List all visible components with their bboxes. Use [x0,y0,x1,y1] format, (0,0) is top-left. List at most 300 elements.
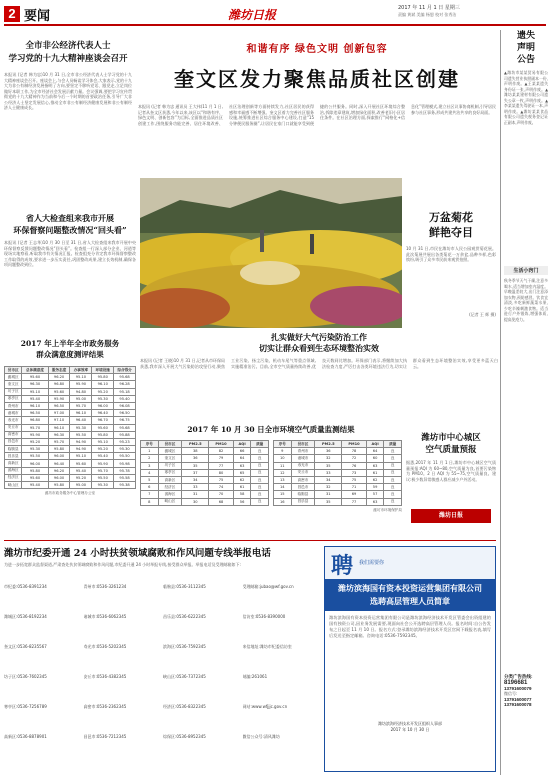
table-cell: 96.80 [48,381,70,388]
hotline-entry: 市纪委:0536-8391234 [4,584,47,589]
table-row [141,462,269,469]
table-row [141,455,269,462]
table-header-cell: 质量 [384,441,402,448]
table-cell: 79 [209,455,234,462]
table-header-cell: PM2.5 [315,441,342,448]
table-cell: 寿光市 [291,462,315,469]
table-row [141,448,269,455]
table-cell: 良 [251,491,269,498]
table-row [5,381,136,388]
table-cell: 68 [209,498,234,505]
phone-4: 13791600078 [504,702,532,707]
table-cell: 95.30 [114,446,136,453]
table-cell: 30 [182,498,209,505]
table-cell: 61 [233,484,251,491]
table-source: 潍坊市环境保护局 [373,507,402,512]
table-cell: 95.80 [48,446,70,453]
table-cell: 96.40 [48,460,70,467]
table-cell: 12 [274,469,292,476]
table-cell: 96.10 [70,410,92,417]
table-cell: 70 [209,491,234,498]
table-cell: 96.20 [48,374,70,381]
table-cell: 昌乐县 [291,498,315,505]
table-cell: 95.80 [48,482,70,489]
hotline-entry: 高密市:0536-2362345 [83,704,127,709]
table-cell: 96.30 [22,381,48,388]
hotline-entry: 奎文区:0536-8235567 [4,644,47,649]
table-cell: 14 [274,484,292,491]
table-cell: 坊子区 [5,388,22,395]
table-row [5,402,136,409]
hotline-column [163,584,239,764]
table-cell: 95.68 [114,424,136,431]
header-rule [4,24,546,26]
table-cell: 69 [342,491,367,498]
table-cell: 7 [141,491,159,498]
table-cell: 31 [315,491,342,498]
table-row [141,491,269,498]
table-cell: 青州市 [291,448,315,455]
table-cell: 临朐县 [291,491,315,498]
table-cell: 75 [342,476,367,483]
ad-pin: 聘 [331,553,354,579]
article-body: 本报讯 (记者 韩为忠)10 月 31 日,全市非公经济代表人士学习党的十九大精神座谈会召开。座谈会上,与会人员畅谈学习体会,大家表示,党的十九大为非公有制经济发展指明了方向,要坚定不移听党话、跟党走,立足岗位做好本职工作,为全市经济社会发展贡献力量。会议强调,要把学习宣传贯彻党的十九大精神作为当前和今后一个时期的首要政治任务,引导广大非公经济人士坚定发展信心,推动全市非公有制经济健康发展和非公有制经济人士健康成长。 [4,72,132,110]
table-header-cell: 质量 [251,441,269,448]
table-header-cell: PM10 [209,441,234,448]
table-cell: 57 [366,491,384,498]
table-cell: 63 [366,498,384,505]
article-env-inspection [4,212,136,330]
hotline-column [243,584,319,764]
table-cell: 95.70 [92,467,114,474]
masthead-logo: 潍坊日报 [228,8,277,22]
hotline-entry: 高新区:0536-8878901 [4,734,47,739]
table-cell: 95.23 [114,438,136,445]
table-cell: 昌邑市 [5,438,22,445]
table-cell: 96.30 [48,431,70,438]
table-row [274,491,402,498]
table-row [274,455,402,462]
hotline-entry: 信访室:0536-8390000 [242,614,286,619]
table-cell: 95.10 [70,374,92,381]
table-cell: 95.50 [70,431,92,438]
table-cell: 95.60 [70,460,92,467]
table-cell: 96.75 [114,417,136,424]
table-cell: 良 [384,484,402,491]
table-cell: 95.30 [22,446,48,453]
table-cell: 97.00 [48,410,70,417]
hotline-entry: 邮编:261061 [242,674,268,679]
table-cell: 80 [209,469,234,476]
table-cell: 95.88 [114,431,136,438]
table-header-cell: 服务态度 [48,367,70,374]
table-header-cell: 县市区 [158,441,182,448]
table-cell: 诸城市 [5,410,22,417]
article-body: 据悉,2017 年 11 月 1 日,潍坊市中心城区空气质量预报:AQI 为 60~80,空气质量为良,首要污染物为 PM10。2 日 AQI 为 55~75,空气质量良。建议:极少数异常敏感人群应减少户外活动。 [406,460,496,482]
table-cell: 良 [251,498,269,505]
table-cell: 奎文区 [5,381,22,388]
section-rule [4,540,496,541]
table-cell: 6 [141,484,159,491]
table-row [274,462,402,469]
lead-article [138,40,496,180]
table-cell: 良 [251,476,269,483]
table-cell: 安丘市 [5,424,22,431]
table-row [5,474,136,481]
table-cell: 71 [342,484,367,491]
hotline-entry: 临朐县:0536-3112345 [163,584,206,589]
hotline-entry: 来信地址:潍坊市纪委信访室 [242,644,292,649]
table-cell: 95.20 [92,446,114,453]
table-cell: 95.80 [92,374,114,381]
table-cell: 95.98 [114,460,136,467]
table-cell: 良 [384,491,402,498]
article-title: 扎实做好大气污染防治工作 切实让群众看到生态环境整治实效 [259,332,379,353]
table-cell: 95.40 [22,395,48,402]
table-cell: 95.40 [22,482,48,489]
table-cell: 经济区 [158,484,182,491]
table-row [5,424,136,431]
table-row [5,446,136,453]
table-cell: 95.70 [22,424,48,431]
table-cell: 95.30 [92,395,114,402]
table-cell: 95.40 [114,395,136,402]
article-title: 潍坊市中心城区 空气质量预报 [421,433,481,455]
table-cell: 4 [141,469,159,476]
table-cell: 寒亭区 [158,469,182,476]
table-cell: 5 [141,476,159,483]
hotline-entry: 寿光市:0536-5202345 [83,644,127,649]
table-cell: 良 [251,448,269,455]
table-cell: 56 [233,498,251,505]
hotline-entry: 诸城市:0536-6062345 [83,614,127,619]
article-party-study [4,40,132,206]
table-cell: 33 [182,484,209,491]
table-cell: 95.38 [114,482,136,489]
article-body: 本报讯 (记者 王晓)10 月 31 日,记者从市环保局获悉,我市深入开展大气污染防治攻坚行动,聚焦工业污染、扬尘污染、机动车尾气等重点领域,实施精准治污。目前,全市空气质量持续改善,优良天数同比增加。环保部门表示,将继续加大执法检查力度,严厉打击各类环境违法行为,切实让群众看到生态环境整治实效,享受更多蓝天白云。 [140,358,498,369]
photo-caption: 10 月 31 日,市民在潍坊市人民公园观赏菊花展。此次菊展共展出各类菊花一万余盆,品种多样,色彩缤纷,吸引了众多市民前来观赏拍照。 [406,246,496,262]
table-cell: 96.28 [114,381,136,388]
table-cell: 潍城区 [5,374,22,381]
table-cell: 66 [233,448,251,455]
table-cell: 安丘市 [291,469,315,476]
table-cell: 94.90 [70,446,92,453]
air-quality-table-right [273,440,402,506]
table-cell: 95.78 [114,467,136,474]
hotline-entry: 坊子区:0536-7602345 [4,674,47,679]
table-header-cell: PM2.5 [182,441,209,448]
table-title: 2017 年 10 月 30 日全市环境空气质量监测结果 [187,425,355,434]
table-cell: 潍城区 [158,448,182,455]
lead-slogan: 和谐有序 绿色文明 创新包容 [246,44,388,55]
issue-date: 2017 年 11 月 1 日 星期三 [398,5,460,11]
table-cell: 95.40 [92,453,114,460]
table-source: 潍坊市政务服务中心管理办公室 [44,491,96,496]
table-cell: 64 [233,455,251,462]
table-cell: 95.70 [70,402,92,409]
table-cell: 96.10 [92,381,114,388]
article-air-pollution [140,332,498,422]
hotline-entry: 青州市:0536-3261234 [83,584,127,589]
table-cell: 高新区 [158,476,182,483]
forecast-logo: 潍坊日报 [411,509,491,523]
chrysanthemum-photo [140,178,402,328]
table-cell: 32 [315,484,342,491]
table-row [5,438,136,445]
table-cell: 96.10 [22,402,48,409]
table-cell: 36 [182,455,209,462]
hotline-entry: 昌乐县:0536-6222345 [163,614,206,619]
table-cell: 61 [366,469,384,476]
table-cell: 95.10 [70,453,92,460]
table-cell: 96.80 [22,417,48,424]
table-cell: 34 [182,476,209,483]
table-cell: 95.30 [70,424,92,431]
table-row [274,498,402,505]
table-title: 2017 年上半年全市政务服务 群众满意度测评结果 [20,339,120,359]
table-row [141,498,269,505]
life-body: 秋冬季节天气干燥,注意多喝水,适当增加室内湿度。早晚温差较大,出门注意添加衣物,预防感冒。饮食宜清淡,多吃新鲜蔬菜水果,少吃辛辣刺激食物。适当进行户外锻炼,增强体质,提高免疫力。 [504,278,548,322]
ad-pin-sub: 我们需要你 [359,560,385,566]
table-cell: 95.90 [92,460,114,467]
table-cell: 96.50 [22,410,48,417]
hotline-entry: 受理邮箱:jubao@wf.gov.cn [242,584,294,589]
table-cell: 65 [233,469,251,476]
table-cell: 良 [384,455,402,462]
table-cell: 60 [366,455,384,462]
table-cell: 10 [274,455,292,462]
table-cell: 95.10 [22,388,48,395]
table-cell: 63 [233,462,251,469]
hotline-article [4,540,496,774]
section-name: 要闻 [24,9,51,24]
hotline-entry: 昌邑市:0536-7212345 [83,734,127,739]
table-header-cell: 办事效率 [70,367,92,374]
table-cell: 95.40 [70,467,92,474]
table-cell: 63 [366,462,384,469]
hotline-entry: 微信公众号:清风潍坊 [242,734,280,739]
table-cell: 96.00 [22,460,48,467]
table-cell: 95.20 [22,438,48,445]
table-row [5,417,136,424]
table-cell: 3 [141,462,159,469]
air-forecast [406,432,496,534]
table-cell: 95.50 [22,453,48,460]
right-sidebar [500,30,548,775]
table-row [141,476,269,483]
table-cell: 95.20 [92,388,114,395]
table-header-cell: 环境设施 [92,367,114,374]
table-row [141,469,269,476]
table-row [5,460,136,467]
page-header [0,0,550,26]
table-cell: 78 [342,448,367,455]
lead-body: 本报讯 (记者 韩为忠 通讯员 王大伟)11 月 1 日,记者从奎文区获悉,今年以来,该区以“和谐有序、绿色文明、创新包容”为目标,全面推进品质社区创建工作,围绕服务功能完善、居住环境改善、社区治理创新等方面持续发力,社区居民的获得感和幸福感不断增强。奎文区着力完善社区服务设施,统筹推进社区综合服务中心建设,打造“15 分钟便民服务圈”,让居民在家门口就能享受到便捷的公共服务。同时,深入开展社区环境综合整治,拆除违章建筑,增加绿化面积,改善老旧小区居住条件。在社区治理方面,探索推行“网格化+信息化”管理模式,建立社区议事协商机制,引导居民参与社区事务,形成共建共治共享的良好局面。 [138,104,496,126]
table-cell: 95.00 [70,482,92,489]
table-cell: 95.80 [22,467,48,474]
satisfaction-table-block [4,338,136,534]
notice-body: ▲潍坊市某某贸易有限公司遗失营业执照副本一份,声明作废。▲王某某遗失身份证一张,声明作废。▲潍坊某某建材有限公司遗失公章一枚,声明作废。▲李某某遗失驾驶证一本,声明作废。▲潍坊某某食品有限公司遗失税务登记证正副本,声明作废。 [504,70,548,125]
table-cell: 96.00 [48,453,70,460]
table-header-cell: PM10 [342,441,367,448]
table-row [141,484,269,491]
table-cell: 96.40 [92,410,114,417]
table-cell: 良 [384,498,402,505]
table-cell: 高密市 [5,431,22,438]
table-cell: 37 [182,469,209,476]
table-cell: 95.90 [22,431,48,438]
hotline-entry: 峡山区:0536-7372345 [163,674,206,679]
table-header-cell: 序号 [274,441,292,448]
table-cell: 良 [251,484,269,491]
table-row [274,448,402,455]
wx-label: 微信号: [504,691,518,696]
air-quality-table-left [140,440,269,506]
hotline-entry: 寒亭区:0536-7256789 [4,704,47,709]
table-cell: 74 [209,484,234,491]
table-row [5,410,136,417]
table-cell: 95.60 [22,374,48,381]
table-cell: 95.90 [48,395,70,402]
table-cell: 96.40 [70,417,92,424]
table-cell: 96.08 [114,402,136,409]
table-cell: 95.68 [114,374,136,381]
table-cell: 38 [182,448,209,455]
table-cell: 95.60 [92,424,114,431]
table-row [5,453,136,460]
table-row [274,469,402,476]
table-cell: 96.10 [48,424,70,431]
hotline-entry: 综保区:0536-8952345 [163,734,206,739]
table-cell: 良 [384,462,402,469]
table-cell: 62 [233,476,251,483]
hotline-column [84,584,160,764]
table-cell: 96.00 [48,474,70,481]
table-cell: 1 [141,448,159,455]
table-row [5,374,136,381]
phone-1: 8196681 [504,680,528,686]
table-cell: 昌乐县 [5,453,22,460]
hotline-entry: 经济区:0536-8322345 [163,704,206,709]
table-cell: 13 [274,476,292,483]
table-cell: 8 [141,498,159,505]
table-cell: 95.00 [70,395,92,402]
table-cell: 95.10 [92,438,114,445]
table-row [5,388,136,395]
lead-title: 奎文区发力聚焦品质社区创建 [174,67,460,91]
table-cell: 94.80 [70,388,92,395]
table-cell: 昌邑市 [291,484,315,491]
table-cell: 滨海区 [5,467,22,474]
table-row [5,431,136,438]
article-title: 潍坊市纪委开通 24 小时扶贫领域腐败和作风问题专线举报电话 [4,548,271,559]
table-cell: 73 [342,469,367,476]
hotline-column [4,584,80,764]
table-cell: 77 [209,462,234,469]
table-cell: 35 [182,462,209,469]
table-cell: 36 [315,448,342,455]
notice-title: 遗失 声明 公告 [516,31,535,65]
article-title: 全市非公经济代表人士 学习党的十九大精神座谈会召开 [8,41,128,64]
table-cell: 16 [274,498,292,505]
photo-credit: (记者 王 辉 摄) [469,312,496,317]
table-header-cell: 序号 [141,441,159,448]
table-cell: 64 [366,448,384,455]
table-cell: 95.80 [92,431,114,438]
table-row [5,482,136,489]
table-cell: 寒亭区 [5,395,22,402]
table-cell: 31 [182,491,209,498]
table-cell: 33 [315,469,342,476]
article-intro: 为进一步拓宽群众监督渠道,严肃查处扶贫领域腐败和作风问题,市纪委开通 24 小时举报专线,接受群众举报。举报电话及受理邮箱如下: [4,562,241,567]
table-cell: 96.70 [92,417,114,424]
table-cell: 95.30 [92,482,114,489]
table-cell: 96.20 [48,467,70,474]
table-cell: 峡山区 [5,482,22,489]
hotline-entry: 网站:www.wfjjjc.gov.cn [242,704,288,709]
recruitment-ad [324,546,496,772]
table-cell: 高新区 [5,460,22,467]
phone-2: 13791600079 [504,686,532,691]
hotline-entry: 潍城区:0536-8192234 [4,614,47,619]
table-cell: 96.00 [92,402,114,409]
table-cell: 35 [315,462,342,469]
table-row [5,467,136,474]
ad-footer: 潍坊滨海经济技术开发区组织人事部 2017 年 10 月 30 日 [378,721,442,732]
table-cell: 95.60 [22,474,48,481]
table-header-cell: AQI [233,441,251,448]
table-cell: 良 [251,462,269,469]
table-cell: 良 [384,476,402,483]
ad-body: 潍坊滨海国有资本投资运营集团有限公司是潍坊滨海经济技术开发区管委会出资组建的国有独资公司,因业务发展需要,现面向社会公开选聘高层管理人员。报名时间:自公告发布之日起至 11 月 10 日。报名方式:登录潍坊滨海经济技术开发区官网下载报名表,填写后发送至指定邮箱。咨询电话:0536-7592345。 [329,615,491,638]
life-title: 生活小窍门 [504,266,548,275]
table-cell: 95.50 [114,453,136,460]
table-cell: 96.50 [48,402,70,409]
ad-title: 潍坊滨海国有资本投资运营集团有限公司 选聘高层管理人员简章 [325,579,495,611]
table-cell: 95.18 [114,388,136,395]
table-header-cell: 总体满意度 [22,367,48,374]
editors-line: 责编 黄斌 美编 杨恕 校对 张秀洁 [398,12,457,17]
table-cell: 滨海区 [158,491,182,498]
table-header-cell: 县市区 [5,367,22,374]
table-cell: 96.50 [114,410,136,417]
table-cell: 坊子区 [158,462,182,469]
table-cell: 良 [251,469,269,476]
table-cell: 2 [141,455,159,462]
table-cell: 34 [315,476,342,483]
table-cell: 良 [384,448,402,455]
photo-caption-block [406,210,496,328]
table-cell: 峡山区 [158,498,182,505]
table-cell: 95.58 [114,474,136,481]
table-cell: 经济区 [5,474,22,481]
table-row [274,484,402,491]
table-cell: 诸城市 [291,455,315,462]
air-quality-block [140,424,402,534]
phone-3: 13791600077 [504,697,532,702]
table-cell: 高密市 [291,476,315,483]
table-cell: 97.10 [48,417,70,424]
table-cell: 奎文区 [158,455,182,462]
table-header-cell: 县市区 [291,441,315,448]
hotline-entry: 滨海区:0536-7592345 [163,644,206,649]
table-cell: 临朐县 [5,446,22,453]
table-cell: 青州市 [5,402,22,409]
photo-title: 万盆菊花 鲜艳夺目 [429,211,473,239]
table-cell: 77 [342,498,367,505]
table-cell: 62 [366,476,384,483]
table-cell: 寿光市 [5,417,22,424]
